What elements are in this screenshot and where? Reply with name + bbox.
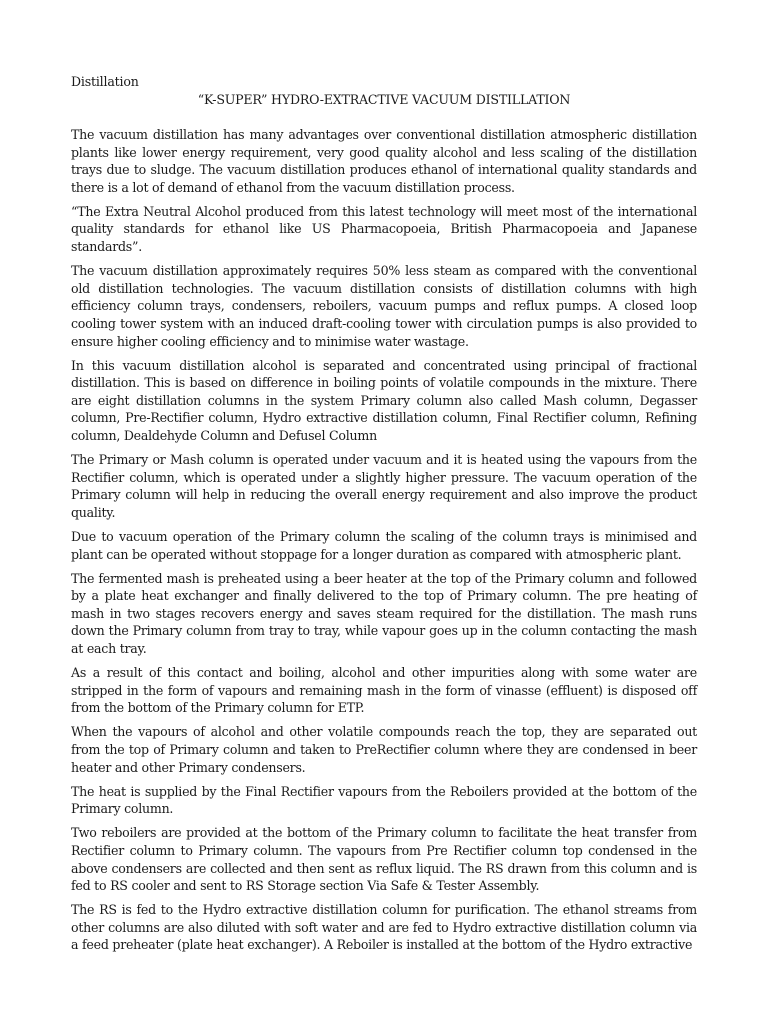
paragraph-preheating: The fermented mash is preheated using a beer heater at the top of the Primary column and followed by a plate heat exchanger and finally delivered to the top of Primary column. The pre heating of mash in two stages recovers energy and saves steam required for the distillation. The mash runs down the Primary column from tray to tray, while vapour goes up in the column contacting the mash at each tray. [71, 570, 697, 657]
document-title: “K-SUPER” HYDRO-EXTRACTIVE VACUUM DISTILLATION [197, 91, 571, 107]
paragraph-heat-supply: The heat is supplied by the Final Rectifier vapours from the Reboilers provided at the bottom of the Primary column. [71, 783, 697, 817]
paragraph-steam: The vacuum distillation approximately requires 50% less steam as compared with the conventional old distillation technologies. The vacuum distillation consists of distillation columns with high efficiency column trays, condensers, reboilers, vacuum pumps and reflux pumps. A closed loop cooling tower system with an induced draft-cooling tower with circulation pumps is also provided to ensure higher cooling efficiency and to minimise water wastage. [71, 263, 697, 349]
document-body [71, 73, 697, 961]
paragraph-scaling: Due to vacuum operation of the Primary column the scaling of the column trays is minimised and plant can be operated without stoppage for a longer duration as compared with atmospheric plant. [71, 528, 697, 562]
paragraph-columns: In this vacuum distillation alcohol is separated and concentrated using principal of fractional distillation. This is based on difference in boiling points of volatile compounds in the mixture. There are eight distillation columns in the system Primary column also called Mash column, Degasser column, Pre-Rectifier column, Hydro extractive distillation column, Final Rectifier column, Refining column, Dealdehyde Column and Defusel Column [71, 357, 697, 443]
paragraph-quote: “The Extra Neutral Alcohol produced from this latest technology will meet most of the international quality standards for ethanol like US Pharmacopoeia, British Pharmacopoeia and Japanese standards”. [71, 203, 697, 255]
paragraph-stripping: As a result of this contact and boiling, alcohol and other impurities along with some water are stripped in the form of vapours and remaining mash in the form of vinasse (effluent) is disposed off from the bottom of the Primary column for ETP. [71, 665, 697, 716]
paragraph-reboilers: Two reboilers are provided at the bottom of the Primary column to facilitate the heat transfer from Rectifier column to Primary column. The vapours from Pre Rectifier column top condensed in the above condensers are collected and then sent as reflux liquid. The RS drawn from this column and is fed to RS cooler and sent to RS Storage section Via Safe & Tester Assembly. [71, 825, 697, 894]
document-label: Distillation [71, 74, 139, 89]
paragraph-hydro-extractive: The RS is fed to the Hydro extractive distillation column for purification. The ethanol streams from other columns are also diluted with soft water and are fed to Hydro extractive distillation column via a feed preheater (plate heat exchanger). A Reboiler is installed at the bottom of the Hydro extractive [71, 902, 697, 953]
paragraph-primary-column: The Primary or Mash column is operated under vacuum and it is heated using the vapours from the Rectifier column, which is operated under a slightly higher pressure. The vacuum operation of the Primary column will help in reducing the overall energy requirement and also improve the product quality. [71, 452, 697, 520]
paragraph-advantages: The vacuum distillation has many advantages over conventional distillation atmospheric distillation plants like lower energy requirement, very good quality alcohol and less scaling of the distillation trays due to sludge. The vacuum distillation produces ethanol of international quality standards and there is a lot of demand of ethanol from the vacuum distillation process. [71, 127, 697, 195]
paragraph-vapours: When the vapours of alcohol and other volatile compounds reach the top, they are separated out from the top of Primary column and taken to PreRectifier column where they are condensed in beer heater and other Primary condensers. [71, 724, 697, 775]
